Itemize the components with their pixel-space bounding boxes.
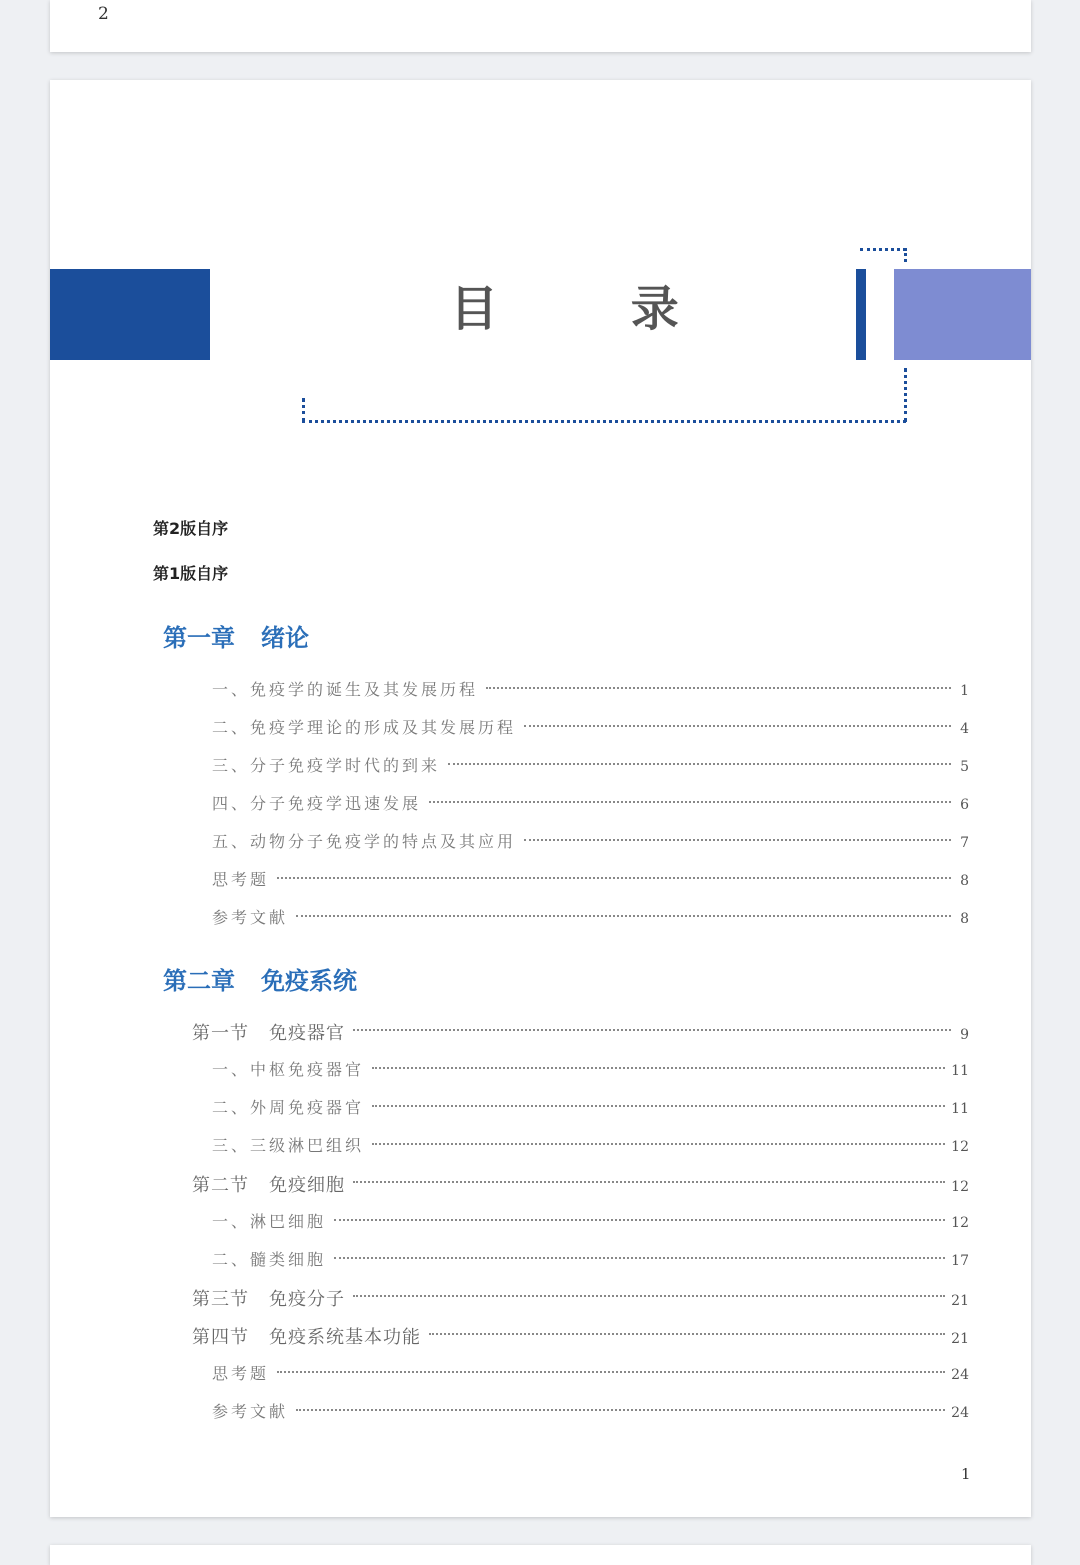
decor-dots-bottom bbox=[302, 420, 906, 423]
toc-title: 目 录 bbox=[450, 281, 737, 337]
toc-entry[interactable]: 二、免疫学理论的形成及其发展历程 4 bbox=[212, 718, 969, 737]
toc-page bbox=[50, 80, 1031, 1517]
toc-entry[interactable]: 思考题 8 bbox=[212, 870, 969, 889]
toc-entry[interactable]: 四、分子免疫学迅速发展 6 bbox=[212, 794, 969, 813]
chapter-2-heading[interactable] bbox=[163, 961, 357, 996]
front-matter-1st-preface[interactable]: 第1版自序 bbox=[153, 564, 229, 583]
chapter-1-number: 第一章 bbox=[163, 624, 235, 652]
toc-section-entry[interactable]: 第二节 免疫细胞 12 bbox=[192, 1175, 969, 1196]
decor-band-right bbox=[894, 269, 1031, 360]
decor-dots-right bbox=[904, 368, 907, 422]
toc-section-entry[interactable]: 第四节 免疫系统基本功能 21 bbox=[192, 1327, 969, 1348]
toc-section-entry[interactable]: 第一节 免疫器官 9 bbox=[192, 1023, 969, 1044]
front-matter-2nd-preface[interactable]: 第2版自序 bbox=[153, 519, 229, 538]
toc-entry[interactable]: 二、外周免疫器官 11 bbox=[212, 1098, 969, 1117]
decor-dots-top bbox=[860, 248, 906, 251]
decor-bar-thin bbox=[856, 269, 866, 360]
page-number: 1 bbox=[961, 1465, 971, 1483]
toc-entry[interactable]: 参考文献 8 bbox=[212, 908, 969, 927]
next-page bbox=[50, 1545, 1031, 1565]
decor-band-left bbox=[50, 269, 210, 360]
toc-entry[interactable]: 一、中枢免疫器官 11 bbox=[212, 1060, 969, 1079]
toc-entry[interactable]: 一、免疫学的诞生及其发展历程 1 bbox=[212, 680, 969, 699]
decor-dots-left bbox=[302, 398, 305, 422]
previous-page bbox=[50, 0, 1031, 52]
chapter-2-title: 免疫系统 bbox=[261, 967, 357, 995]
toc-entry[interactable]: 五、动物分子免疫学的特点及其应用 7 bbox=[212, 832, 969, 851]
decor-dots-right-top bbox=[904, 248, 907, 262]
toc-entry[interactable]: 一、淋巴细胞 12 bbox=[212, 1212, 969, 1231]
toc-entry[interactable]: 思考题 24 bbox=[212, 1364, 969, 1383]
toc-section-entry[interactable]: 第三节 免疫分子 21 bbox=[192, 1289, 969, 1310]
toc-entry[interactable]: 参考文献 24 bbox=[212, 1402, 969, 1421]
toc-entry[interactable]: 二、髓类细胞 17 bbox=[212, 1250, 969, 1269]
chapter-2-number: 第二章 bbox=[163, 967, 235, 995]
previous-page-number: 2 bbox=[98, 4, 109, 24]
chapter-1-heading[interactable] bbox=[163, 618, 309, 653]
toc-entry[interactable]: 三、三级淋巴组织 12 bbox=[212, 1136, 969, 1155]
chapter-1-title: 绪论 bbox=[261, 624, 309, 652]
toc-entry[interactable]: 三、分子免疫学时代的到来 5 bbox=[212, 756, 969, 775]
